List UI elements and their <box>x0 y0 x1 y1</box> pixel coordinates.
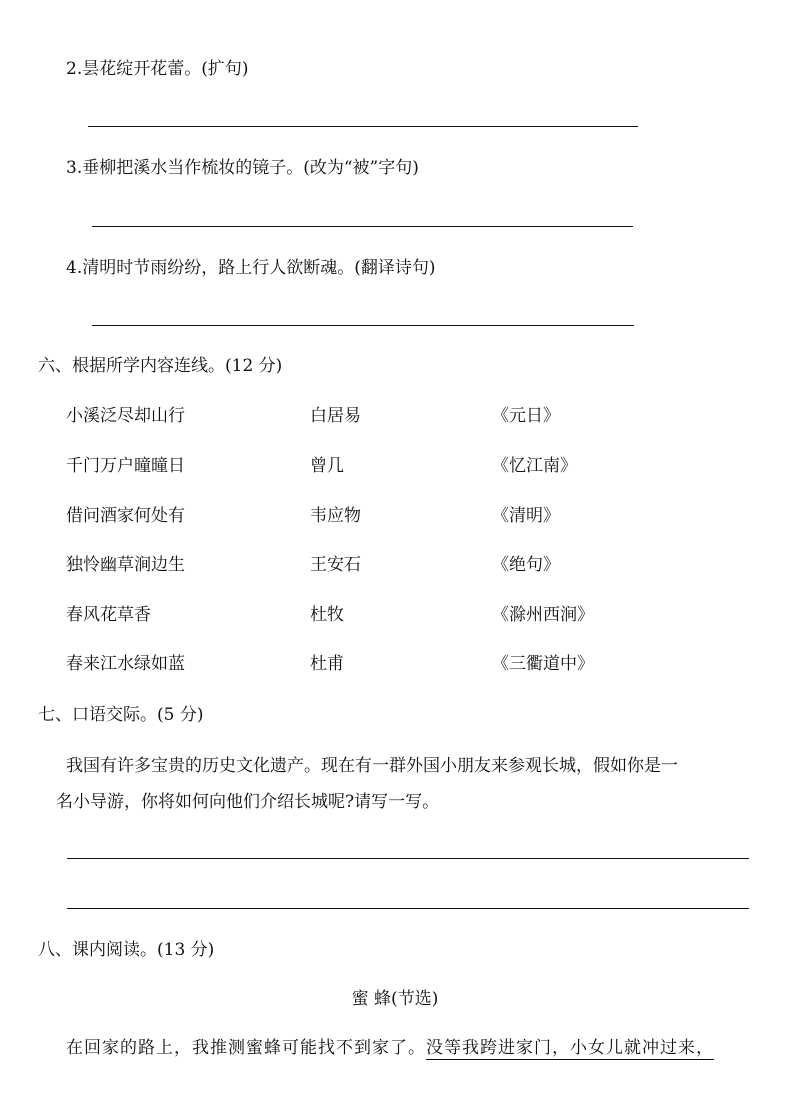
poem-line[interactable]: 千门万户曈曈日 <box>66 456 185 476</box>
passage-text-underlined: 没等我跨进家门，小女儿就冲过来， <box>426 1038 714 1058</box>
poem-title[interactable]: 《绝句》 <box>492 555 560 575</box>
poem-author[interactable]: 白居易 <box>310 406 361 426</box>
passage-text-plain: 在回家的路上，我推测蜜蜂可能找不到家了。 <box>66 1038 426 1058</box>
answer-line-s7-2[interactable] <box>67 908 749 909</box>
poem-title[interactable]: 《元日》 <box>492 406 560 426</box>
question-2-text: 2.昙花绽开花蕾。(扩句) <box>66 59 249 79</box>
section-7-prompt-line-2: 名小导游，你将如何向他们介绍长城呢?请写一写。 <box>56 792 440 812</box>
poem-author[interactable]: 杜牧 <box>310 605 344 625</box>
poem-title[interactable]: 《忆江南》 <box>492 456 577 476</box>
poem-title[interactable]: 《滁州西涧》 <box>492 605 594 625</box>
answer-line-q3[interactable] <box>92 226 633 227</box>
poem-line[interactable]: 小溪泛尽却山行 <box>66 406 185 426</box>
question-4-text: 4.清明时节雨纷纷，路上行人欲断魂。(翻译诗句) <box>66 258 436 278</box>
section-6-heading: 六、根据所学内容连线。(12 分) <box>38 356 283 376</box>
answer-line-q4[interactable] <box>92 325 634 326</box>
passage-text <box>66 1037 714 1059</box>
poem-author[interactable]: 韦应物 <box>310 506 361 526</box>
poem-author[interactable]: 王安石 <box>310 555 361 575</box>
section-7-heading: 七、口语交际。(5 分) <box>38 705 204 725</box>
poem-line[interactable]: 借问酒家何处有 <box>66 506 185 526</box>
poem-author[interactable]: 曾几 <box>310 456 344 476</box>
question-3-text: 3.垂柳把溪水当作梳妆的镜子。(改为“被”字句) <box>66 158 419 178</box>
answer-line-s7-1[interactable] <box>67 858 749 859</box>
poem-title[interactable]: 《三衢道中》 <box>492 654 594 674</box>
section-8-heading: 八、课内阅读。(13 分) <box>38 940 215 960</box>
answer-line-q2[interactable] <box>88 126 638 127</box>
poem-line[interactable]: 独怜幽草涧边生 <box>66 555 185 575</box>
poem-title[interactable]: 《清明》 <box>492 506 560 526</box>
poem-line[interactable]: 春风花草香 <box>66 605 151 625</box>
section-7-prompt-line-1: 我国有许多宝贵的历史文化遗产。现在有一群外国小朋友来参观长城，假如你是一 <box>66 756 678 776</box>
poem-author[interactable]: 杜甫 <box>310 654 344 674</box>
passage-title: 蜜 蜂(节选) <box>351 989 439 1009</box>
poem-line[interactable]: 春来江水绿如蓝 <box>66 654 185 674</box>
